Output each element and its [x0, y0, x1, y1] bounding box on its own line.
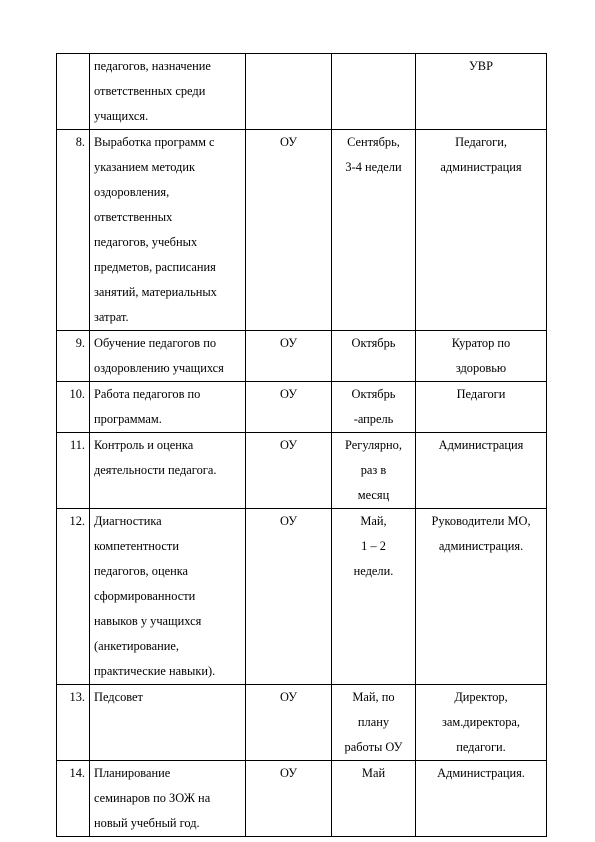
table-row — [57, 382, 547, 433]
activity-plan-body — [57, 54, 547, 837]
term-cell-line: Май — [361, 766, 386, 780]
responsible-cell — [416, 54, 547, 130]
activity-cell-line: программам. — [94, 412, 162, 426]
executor-cell: ОУ — [246, 382, 332, 433]
activity-cell-line: (анкетирование, — [94, 639, 179, 653]
term-cell — [332, 382, 416, 433]
responsible-cell-line: Директор, — [454, 690, 508, 704]
activity-cell-line: оздоровления, — [94, 185, 170, 199]
term-cell-line: Май, — [360, 514, 387, 528]
activity-cell-line: Планирование — [94, 766, 171, 780]
term-cell-line: Сентябрь, — [347, 135, 400, 149]
term-cell-line: недели. — [353, 564, 394, 578]
term-cell-line: -апрель — [353, 412, 394, 426]
executor-cell: ОУ — [246, 509, 332, 685]
executor-cell: ОУ — [246, 433, 332, 509]
activity-cell-line: оздоровлению учащихся — [94, 361, 224, 375]
activity-cell-line: педагогов, оценка — [94, 564, 189, 578]
executor-cell: ОУ — [246, 761, 332, 837]
responsible-cell — [416, 761, 547, 837]
activity-cell-line: сформированности — [94, 589, 196, 603]
term-cell-line: 3-4 недели — [345, 160, 402, 174]
activity-cell — [90, 331, 246, 382]
term-cell — [332, 54, 416, 130]
activity-cell-line: Диагностика — [94, 514, 162, 528]
activity-cell — [90, 54, 246, 130]
responsible-cell-line: администрация. — [438, 539, 524, 553]
activity-cell-line: новый учебный год. — [94, 816, 200, 830]
term-cell — [332, 761, 416, 837]
activity-cell-line: семинаров по ЗОЖ на — [94, 791, 211, 805]
activity-cell — [90, 130, 246, 331]
activity-cell-line: практические навыки). — [94, 664, 216, 678]
activity-cell-line: педагогов, учебных — [94, 235, 198, 249]
activity-cell-line: ответственных среди — [94, 84, 206, 98]
term-cell — [332, 331, 416, 382]
row-number: 12. — [57, 509, 90, 685]
responsible-cell — [416, 685, 547, 761]
activity-cell — [90, 761, 246, 837]
responsible-cell-line: Педагоги — [456, 387, 506, 401]
activity-cell-line: деятельности педагога. — [94, 463, 217, 477]
activity-cell-line: Обучение педагогов по — [94, 336, 217, 350]
executor-cell: ОУ — [246, 685, 332, 761]
activity-cell-line: Контроль и оценка — [94, 438, 194, 452]
responsible-cell — [416, 130, 547, 331]
executor-cell — [246, 54, 332, 130]
activity-cell-line: занятий, материальных — [94, 285, 217, 299]
row-number: 9. — [57, 331, 90, 382]
activity-plan-table — [56, 53, 547, 837]
term-cell-line: Октябрь — [351, 387, 396, 401]
table-row — [57, 130, 547, 331]
row-number: 13. — [57, 685, 90, 761]
row-number: 14. — [57, 761, 90, 837]
responsible-cell — [416, 433, 547, 509]
activity-cell-line: педагогов, назначение — [94, 59, 211, 73]
responsible-cell-line: педагоги. — [456, 740, 506, 754]
row-number: 10. — [57, 382, 90, 433]
responsible-cell-line: Педагоги, — [455, 135, 507, 149]
responsible-cell-line: здоровью — [455, 361, 507, 375]
table-row — [57, 761, 547, 837]
table-row — [57, 509, 547, 685]
activity-cell — [90, 382, 246, 433]
activity-cell-line: указанием методик — [94, 160, 196, 174]
activity-cell-line: учащихся. — [94, 109, 149, 123]
table-row — [57, 54, 547, 130]
row-number — [57, 54, 90, 130]
responsible-cell-line: Руководители МО, — [431, 514, 531, 528]
term-cell-line: работы ОУ — [344, 740, 403, 754]
activity-cell — [90, 433, 246, 509]
responsible-cell-line: Администрация. — [437, 766, 525, 780]
table-row — [57, 685, 547, 761]
executor-cell: ОУ — [246, 331, 332, 382]
term-cell-line: Октябрь — [351, 336, 396, 350]
responsible-cell — [416, 382, 547, 433]
activity-cell-line: затрат. — [94, 310, 129, 324]
term-cell — [332, 509, 416, 685]
executor-cell: ОУ — [246, 130, 332, 331]
activity-cell-line: ответственных — [94, 210, 173, 224]
responsible-cell-line: зам.директора, — [441, 715, 521, 729]
activity-cell-line: навыков у учащихся — [94, 614, 202, 628]
activity-cell — [90, 509, 246, 685]
table-row — [57, 331, 547, 382]
responsible-cell-line: администрация — [440, 160, 522, 174]
activity-cell-line: Педсовет — [94, 690, 143, 704]
responsible-cell — [416, 331, 547, 382]
responsible-cell — [416, 509, 547, 685]
responsible-cell-line: УВР — [469, 59, 493, 73]
responsible-cell-line: Куратор по — [451, 336, 511, 350]
term-cell-line: месяц — [357, 488, 390, 502]
activity-cell-line: Выработка программ с — [94, 135, 215, 149]
activity-cell-line: Работа педагогов по — [94, 387, 201, 401]
term-cell-line: раз в — [360, 463, 387, 477]
term-cell-line: 1 – 2 — [361, 539, 386, 553]
row-number: 8. — [57, 130, 90, 331]
responsible-cell-line: Администрация — [438, 438, 524, 452]
activity-cell — [90, 685, 246, 761]
term-cell-line: Регулярно, — [345, 438, 402, 452]
term-cell-line: Май, по — [352, 690, 395, 704]
term-cell — [332, 433, 416, 509]
term-cell — [332, 130, 416, 331]
activity-cell-line: компетентности — [94, 539, 179, 553]
table-row — [57, 433, 547, 509]
row-number: 11. — [57, 433, 90, 509]
term-cell — [332, 685, 416, 761]
activity-cell-line: предметов, расписания — [94, 260, 216, 274]
term-cell-line: плану — [357, 715, 390, 729]
